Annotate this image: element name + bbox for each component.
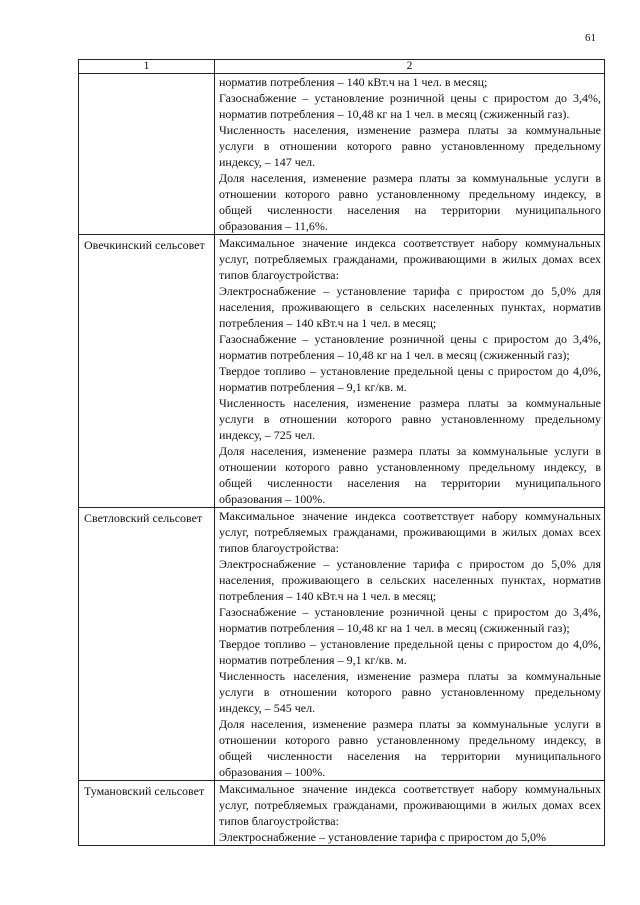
region-cell: Тумановский сельсовет (79, 781, 215, 846)
paragraph: Твердое топливо – установление предельной цены с приростом до 4,0%, норматив потребления – 9,1 кг/кв. м. (219, 364, 601, 394)
paragraph: Электроснабжение – установление тарифа с приростом до 5,0% (219, 830, 546, 844)
table-row (79, 74, 605, 235)
table-header-row (79, 60, 605, 74)
content-cell (215, 508, 605, 781)
paragraph: Электроснабжение – установление тарифа с приростом до 5,0% для населения, проживающего в сельских населенных пунктах, норматив потребления – 140 кВт.ч на 1 чел. в месяц; (219, 284, 601, 330)
region-cell: Светловский сельсовет (79, 508, 215, 781)
content-cell (215, 235, 605, 508)
paragraph: Газоснабжение – установление розничной цены с приростом до 3,4%, норматив потребления – 10,48 кг на 1 чел. в месяц (сжиженный газ); (219, 605, 601, 635)
content-cell (215, 781, 605, 846)
paragraph: Максимальное значение индекса соответствует набору коммунальных услуг, потребляемых гражданами, проживающими в жилых домах всех типов благоустройства: (219, 236, 601, 282)
column-header-1: 1 (79, 60, 215, 74)
paragraph: Численность населения, изменение размера платы за коммунальные услуги в отношении которого равно установленному предельному индексу, – 725 чел. (219, 396, 601, 442)
column-header-2: 2 (215, 60, 605, 74)
document-table (78, 59, 605, 846)
table-row (79, 508, 605, 781)
paragraph: Электроснабжение – установление тарифа с приростом до 5,0% для населения, проживающего в сельских населенных пунктах, норматив потребления – 140 кВт.ч на 1 чел. в месяц; (219, 557, 601, 603)
paragraph: Максимальное значение индекса соответствует набору коммунальных услуг, потребляемых гражданами, проживающими в жилых домах всех типов благоустройства: (219, 509, 601, 555)
region-cell (79, 74, 215, 235)
paragraph: норматив потребления – 140 кВт.ч на 1 чел. в месяц; (219, 75, 488, 89)
paragraph: Численность населения, изменение размера платы за коммунальные услуги в отношении которого равно установленному предельному индексу, – 147 чел. (219, 123, 601, 169)
region-cell: Овечкинский сельсовет (79, 235, 215, 508)
content-cell (215, 74, 605, 235)
paragraph: Максимальное значение индекса соответствует набору коммунальных услуг, потребляемых гражданами, проживающими в жилых домах всех типов благоустройства: (219, 782, 601, 828)
paragraph: Доля населения, изменение размера платы за коммунальные услуги в отношении которого равно установленному предельному индексу, в общей численности населения на территории муниципального образования – 11,6%. (219, 171, 601, 233)
table-row (79, 235, 605, 508)
paragraph: Доля населения, изменение размера платы за коммунальные услуги в отношении которого равно установленному предельному индексу, в общей численности населения на территории муниципального образования – 100%. (219, 444, 601, 506)
paragraph: Численность населения, изменение размера платы за коммунальные услуги в отношении которого равно установленному предельному индексу, – 545 чел. (219, 669, 601, 715)
page-number: 61 (585, 32, 596, 44)
paragraph: Доля населения, изменение размера платы за коммунальные услуги в отношении которого равно установленному предельному индексу, в общей численности населения на территории муниципального образования – 100%. (219, 717, 601, 779)
paragraph: Газоснабжение – установление розничной цены с приростом до 3,4%, норматив потребления – 10,48 кг на 1 чел. в месяц (сжиженный газ); (219, 332, 601, 362)
paragraph: Твердое топливо – установление предельной цены с приростом до 4,0%, норматив потребления – 9,1 кг/кв. м. (219, 637, 601, 667)
table-row (79, 781, 605, 846)
paragraph: Газоснабжение – установление розничной цены с приростом до 3,4%, норматив потребления – 10,48 кг на 1 чел. в месяц (сжиженный газ). (219, 91, 601, 121)
